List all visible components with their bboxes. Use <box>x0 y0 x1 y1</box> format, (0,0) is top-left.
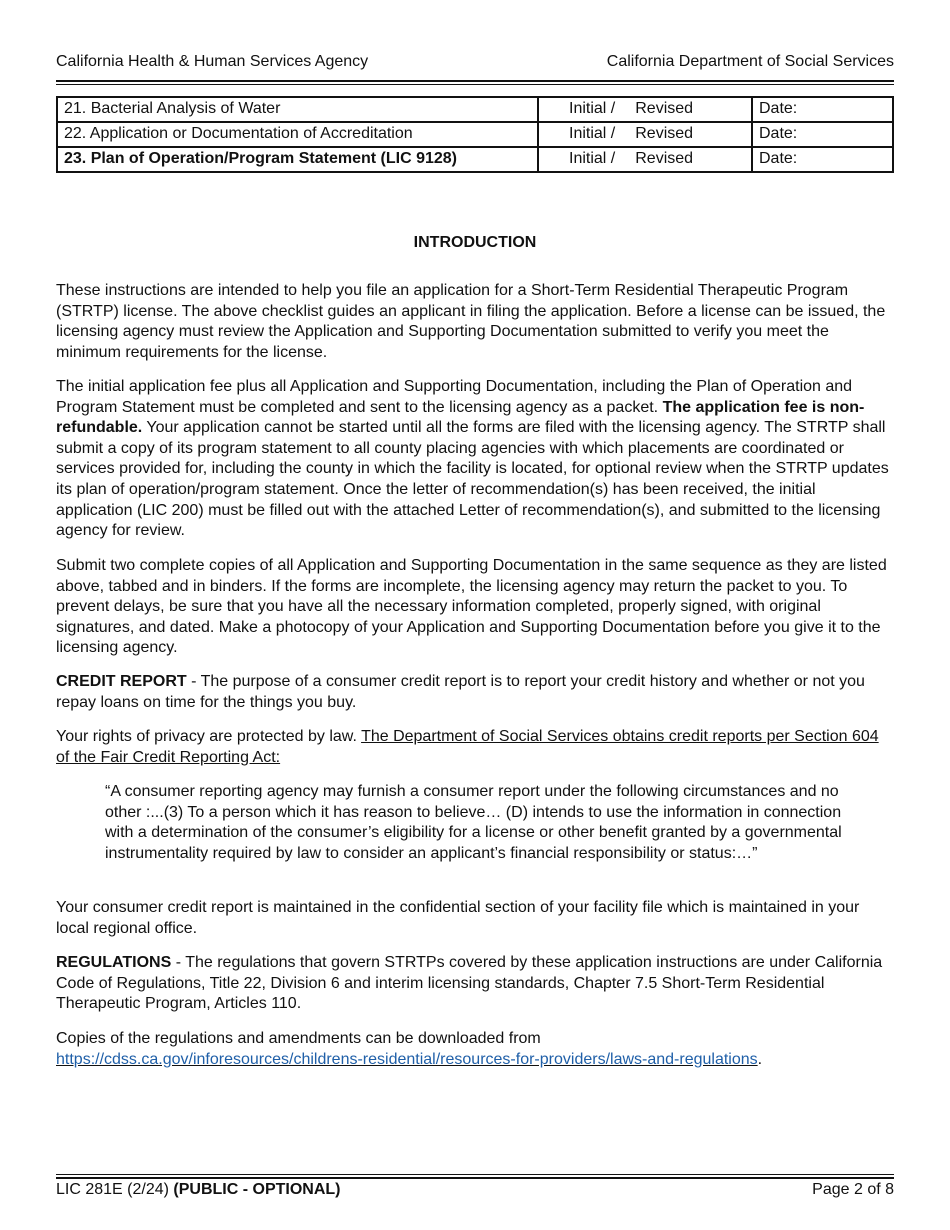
section-title: INTRODUCTION <box>413 234 537 251</box>
intro-paragraph-2 <box>56 377 896 542</box>
checklist-table <box>56 96 894 173</box>
footer-form-id <box>56 1180 341 1201</box>
footer-rule <box>56 1177 894 1179</box>
fee-warning: The application fee is non-refundable. <box>56 398 865 437</box>
revised-label: Revised <box>635 150 694 168</box>
privacy-paragraph <box>56 727 896 768</box>
footer-rule-thin <box>56 1174 894 1175</box>
date-field[interactable]: Date: <box>752 147 893 172</box>
page-number: Page 2 of 8 <box>812 1181 894 1198</box>
initial-label: Initial / <box>569 150 616 168</box>
copies-paragraph <box>56 1029 896 1070</box>
revised-label: Revised <box>635 100 694 118</box>
header-rule <box>56 80 894 82</box>
initial-revised <box>538 97 752 122</box>
text: - The regulations that govern STRTPs covered by these application instructions are under California Code of Regulations, Title 22, Division 6 and interim licensing standards, Chapter 7.5 Short-Term Residential Therapeutic Program, Articles 110. <box>56 954 883 1013</box>
date-field[interactable]: Date: <box>752 122 893 147</box>
text: Your rights of privacy are protected by law. <box>56 728 362 745</box>
credit-maintained-paragraph: Your consumer credit report is maintained in the confidential section of your facility file which is maintained in your local regional office. <box>56 899 860 937</box>
checklist-item: 21. Bacterial Analysis of Water <box>57 97 538 122</box>
form-status: (PUBLIC - OPTIONAL) <box>173 1181 341 1198</box>
checklist-item: 22. Application or Documentation of Accreditation <box>57 122 538 147</box>
header-department: California Department of Social Services <box>606 53 894 70</box>
date-field[interactable]: Date: <box>752 97 893 122</box>
text: Copies of the regulations and amendments can be downloaded from <box>56 1030 541 1047</box>
intro-paragraph-1: These instructions are intended to help you file an application for a Short-Term Residential Therapeutic Program (STRTP) license. The above checklist guides an applicant in filing the application. Before a license can be issued, the licensing agency must review the Application and Supporting Documentation submitted to verify you meet the minimum requirements for the license. <box>56 282 886 361</box>
checklist-item: 23. Plan of Operation/Program Statement (LIC 9128) <box>57 147 538 172</box>
table-row <box>57 97 893 122</box>
text: Your application cannot be started until all the forms are filed with the licensing agency. The STRTP shall submit a copy of its program statement to all county placing agencies with which placements are coordinated or services provided for, including the county in which the facility is located, for optional review when the STRTP updates its plan of operation/program statement. Once the letter of recommendation(s) has been received, the initial application (LIC 200) must be filled out with the attached Letter of recommendation(s), and submitted to the licensing agency for review. <box>56 419 889 540</box>
regulations-paragraph <box>56 953 896 1015</box>
header-rule-thin <box>56 84 894 85</box>
text: The initial application fee plus all Application and Supporting Documentation, including the Plan of Operation and Program Statement must be completed and sent to the licensing agency as a packet. <box>56 378 853 416</box>
text: - The purpose of a consumer credit report is to report your credit history and whether or not you repay loans on time for the things you buy. <box>56 673 865 711</box>
credit-report-heading: CREDIT REPORT <box>56 673 187 690</box>
underlined-text: The Department of Social Services obtains credit reports per Section 604 of the Fair Credit Reporting Act: <box>56 728 879 766</box>
initial-label: Initial / <box>569 125 616 143</box>
initial-revised <box>538 147 752 172</box>
form-number: LIC 281E (2/24) <box>56 1181 174 1198</box>
revised-label: Revised <box>635 125 694 143</box>
initial-label: Initial / <box>569 100 616 118</box>
credit-report-paragraph <box>56 672 896 713</box>
table-row <box>57 147 893 172</box>
header-agency: California Health & Human Services Agency <box>56 53 369 70</box>
regulations-heading: REGULATIONS <box>56 954 172 971</box>
initial-revised <box>538 122 752 147</box>
intro-paragraph-3: Submit two complete copies of all Application and Supporting Documentation in the same sequence as they are listed above, tabbed and in binders. If the forms are incomplete, the licensing agency may return the packet to you. To prevent delays, be sure that you have all the necessary information completed, properly signed, with original signatures, and dated. Make a photocopy of your Application and Supporting Documentation before you give it to the licensing agency. <box>56 557 887 657</box>
text: . <box>757 1050 763 1068</box>
fcra-quote: “A consumer reporting agency may furnish a consumer report under the following circumstances and no other :...(3) To a person which it has reason to believe… (D) intends to use the information in connection with a determination of the consumer’s eligibility for a license or other benefit granted by a governmental instrumentality required by law to consider an applicant’s financial responsibility or status:…” <box>105 783 842 862</box>
regulations-link[interactable]: https://cdss.ca.gov/inforesources/childrens-residential/resources-for-providers/laws-and-regulations <box>56 1050 758 1068</box>
table-row <box>57 122 893 147</box>
